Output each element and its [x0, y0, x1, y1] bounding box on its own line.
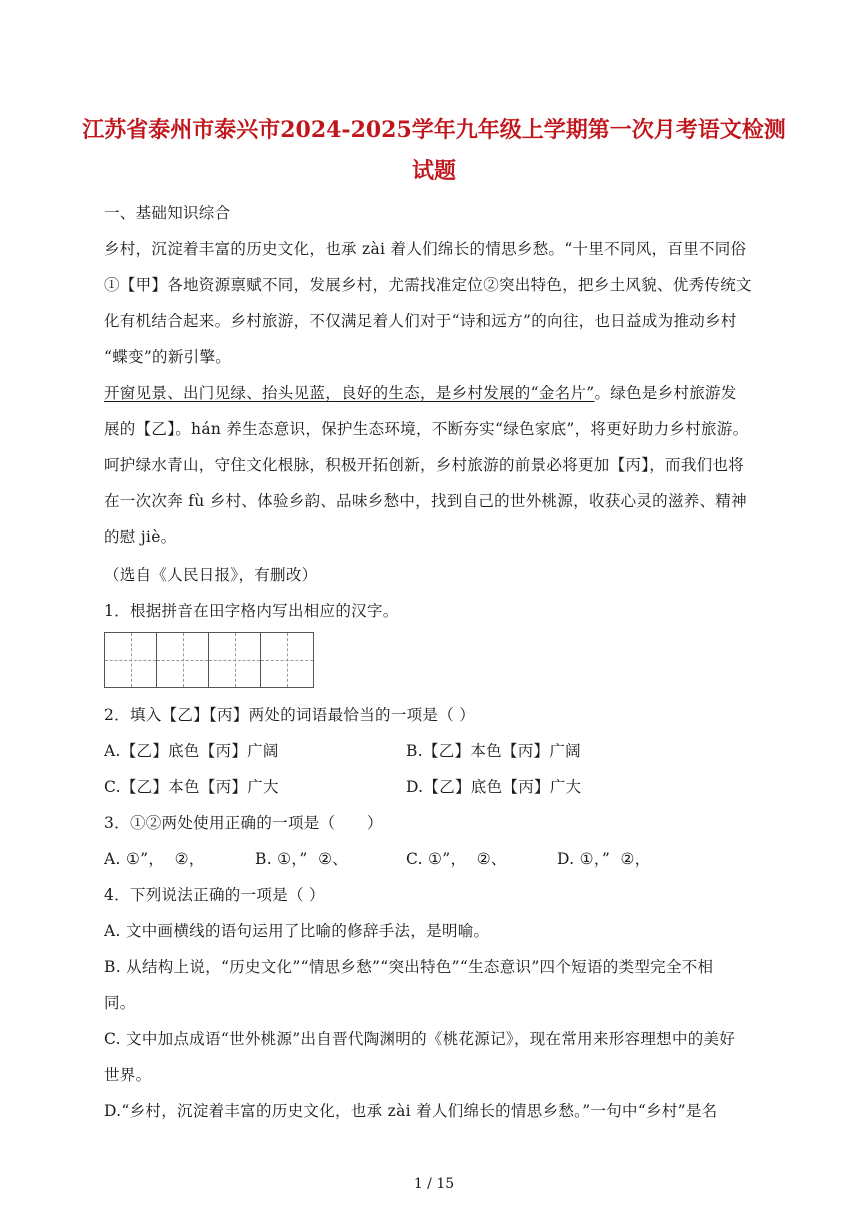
- q4-option-c: C. 文中加点成语“世外桃源”出自晋代陶渊明的《桃花源记》，现在常用来形容理想中的美好: [104, 1030, 736, 1048]
- passage-source: （选自《人民日报》，有删改）: [104, 566, 318, 584]
- q4-option-b-cont: 同。: [104, 994, 136, 1012]
- q1-stem: 1．根据拼音在田字格内写出相应的汉字。: [104, 602, 399, 620]
- passage-line: 呵护绿水青山，守住文化根脉，积极开拓创新，乡村旅游的前景必将更加【丙】，而我们也将: [104, 456, 745, 474]
- passage-line: 化有机结合起来。乡村旅游，不仅满足着人们对于“诗和远方”的向往，也日益成为推动乡村: [104, 312, 737, 330]
- passage-line: 在一次次奔 fù 乡村、体验乡韵、品味乡愁中，找到自己的世外桃源，收获心灵的滋养、精神: [104, 492, 747, 510]
- grid-cell[interactable]: [209, 633, 261, 687]
- q4-option-d: D.“乡村，沉淀着丰富的历史文化，也承 zài 着人们绵长的情思乡愁。”一句中“乡村”是名: [104, 1102, 718, 1120]
- doc-title-line2: 试题: [411, 158, 456, 184]
- grid-cell[interactable]: [105, 633, 157, 687]
- q2-option-a: A.【乙】底色【丙】广阔: [104, 742, 279, 760]
- underlined-sentence: 开窗见景、出门见绿、抬头见蓝，良好的生态，是乡村发展的“金名片”: [104, 384, 595, 402]
- q3-option-d: D. ①，” ②，: [557, 850, 651, 868]
- doc-title-line1: 江苏省泰州市泰兴市2024-2025学年九年级上学期第一次月考语文检测: [82, 117, 786, 143]
- q4-option-c-cont: 世界。: [104, 1066, 152, 1084]
- section-heading: 一、基础知识综合: [104, 204, 231, 222]
- passage-line: “蝶变”的新引擎。: [104, 348, 232, 366]
- q4-stem: 4．下列说法正确的一项是（ ）: [104, 886, 325, 904]
- q2-option-d: D.【乙】底色【丙】广大: [406, 778, 582, 796]
- q2-stem: 2．填入【乙】【丙】两处的词语最恰当的一项是（ ）: [104, 706, 476, 724]
- q3-stem: 3．①②两处使用正确的一项是（ ）: [104, 814, 383, 832]
- q3-option-a: A. ①”， ②，: [104, 850, 205, 868]
- passage-line: 的慰 jiè。: [104, 528, 177, 546]
- passage-line: [104, 382, 737, 404]
- passage-line: ①【甲】各地资源禀赋不同，发展乡村，尤需找准定位②突出特色，把乡土风貌、优秀传统文: [104, 276, 752, 294]
- grid-cell[interactable]: [157, 633, 209, 687]
- grid-cell[interactable]: [261, 633, 313, 687]
- tianzige-grid: [104, 632, 314, 688]
- q3-option-c: C. ①”， ②、: [406, 850, 507, 868]
- q4-option-a: A. 文中画横线的语句运用了比喻的修辞手法，是明喻。: [104, 922, 490, 940]
- page-number: 1 / 15: [413, 1176, 455, 1192]
- q2-option-c: C.【乙】本色【丙】广大: [104, 778, 279, 796]
- q3-option-b: B. ①，” ②、: [255, 850, 349, 868]
- passage-line: 展的【乙】。hán 养生态意识，保护生态环境，不断夯实“绿色家底”，将更好助力乡村旅游。: [104, 420, 749, 438]
- passage-line: 乡村，沉淀着丰富的历史文化，也承 zài 着人们绵长的情思乡愁。“十里不同风，百里不同俗: [104, 240, 747, 258]
- q4-option-b: B. 从结构上说，“历史文化”“情思乡愁”“突出特色”“生态意识”四个短语的类型完全不相: [104, 958, 714, 976]
- q2-option-b: B.【乙】本色【丙】广阔: [406, 742, 581, 760]
- passage-text: 。绿色是乡村旅游发: [594, 384, 737, 402]
